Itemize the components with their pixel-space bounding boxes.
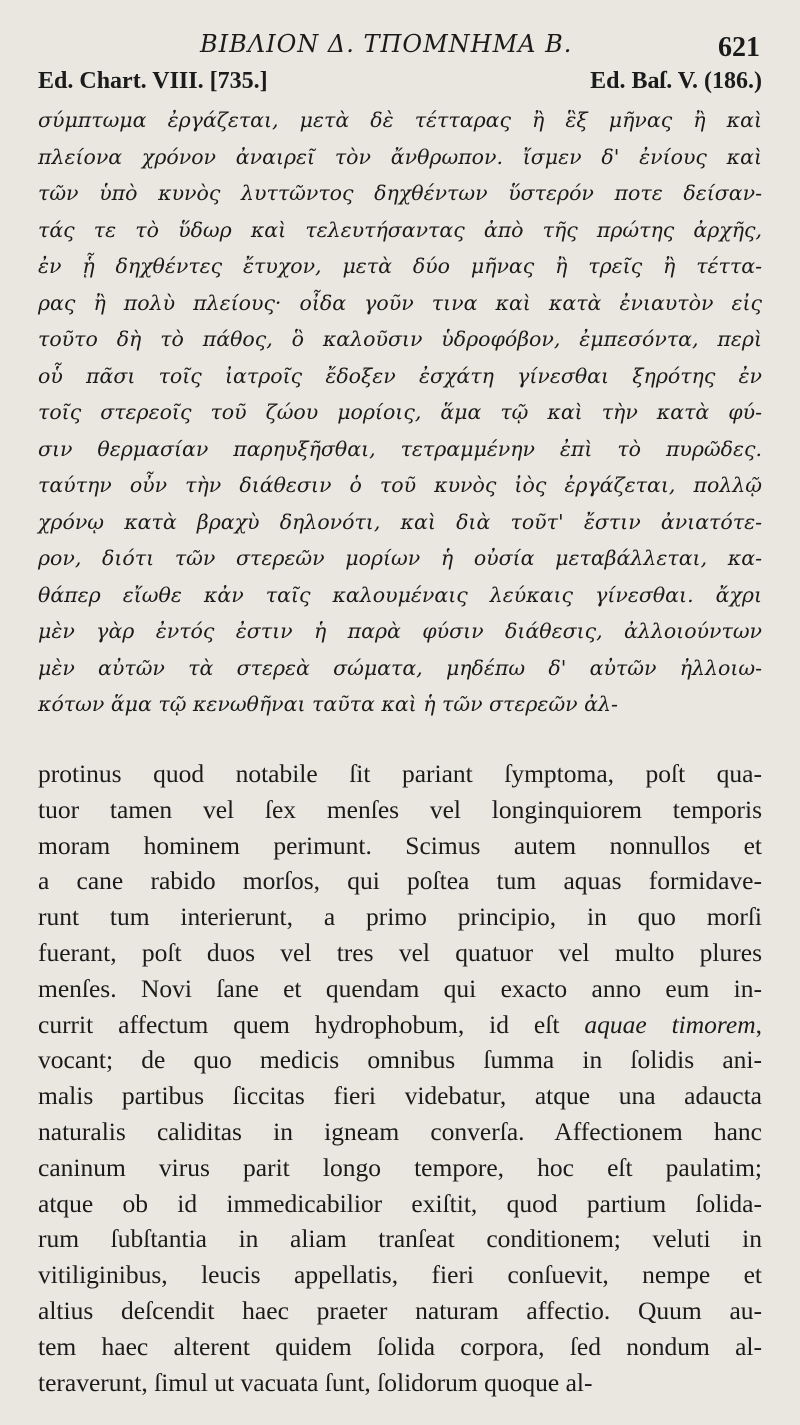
greek-text-line: μὲν γὰρ ἐντός ἐστιν ἡ παρὰ φύσιν διάθεσις, ἀλλοιούντων [38,619,762,643]
greek-text-line: μὲν αὐτῶν τὰ στερεὰ σώματα, μηδέπω δ' αὐτῶν ἠλλοιω- [38,655,762,680]
greek-text-line: θάπερ εἴωθε κἀν ταῖς καλουμέναις λεύκαις γίνεσθαι. ἄχρι [38,582,762,607]
latin-text-line: naturalis caliditas in igneam converſa. Affectionem hanc [38,1116,762,1146]
greek-text-line: τοῦτο δὴ τὸ πάθος, ὃ καλοῦσιν ὑδροφόβον, ἐμπεσόντα, περὶ [38,327,762,351]
greek-text-line: ἐν ᾗ δηχθέντες ἔτυχον, μετὰ δύο μῆνας ἢ τρεῖς ἢ τέττα- [38,254,762,278]
edition-chart-reference: Ed. Chart. VIII. [735.] [38,68,268,94]
greek-text-line: τοῖς στερεοῖς τοῦ ζώου μορίοις, ἅμα τῷ καὶ τὴν κατὰ φύ- [38,400,762,424]
latin-text-line: fuerant, poſt duos vel tres vel quatuor vel multo plures [38,937,762,967]
greek-text-line: τῶν ὑπὸ κυνὸς λυττῶντος δηχθέντων ὕστερόν ποτε δείσαν- [38,181,762,205]
latin-text-line: tuor tamen vel ſex menſes vel longinquiorem temporis [38,794,762,824]
latin-text-block [38,756,762,1400]
greek-text-block [38,102,762,723]
edition-basel-reference: Ed. Baſ. V. (186.) [590,68,762,94]
latin-text-line: protinus quod notabile ſit pariant ſymptoma, poſt qua- [38,759,762,788]
latin-text-line: atque ob id immedicabilior exiſtit, quod partium ſolida- [38,1188,762,1218]
greek-text-line: σιν θερμασίαν παρηυξῆσθαι, τετραμμένην ἐπὶ τὸ πυρῶδες. [38,436,762,461]
greek-text-line: ρον, διότι τῶν στερεῶν μορίων ἡ οὐσία μεταβάλλεται, κα- [38,546,762,570]
latin-text-line: vitiliginibus, leucis appellatis, fieri conſuevit, nempe et [38,1260,762,1290]
latin-text-line: tem haec alterent quidem ſolida corpora, ſed nondum al- [38,1331,762,1361]
latin-text-line: runt tum interierunt, a primo principio, in quo morſi [38,902,762,932]
edition-references [38,68,762,100]
greek-text-line: πλείονα χρόνον ἀναιρεῖ τὸν ἄνθρωπον. ἴσμεν δ' ἐνίους καὶ [38,144,762,169]
latin-text-line: caninum virus parit longo tempore, hoc eſt paulatim; [38,1152,762,1182]
latin-text-line: menſes. Novi ſane et quendam qui exacto anno eum in- [38,973,762,1003]
latin-text-line: malis partibus ſiccitas fieri videbatur, atque una adaucta [38,1081,762,1111]
page-number: 621 [718,32,760,63]
greek-text-line: ρας ἢ πολὺ πλείους· οἶδα γοῦν τινα καὶ κατὰ ἐνιαυτὸν εἰς [38,290,762,315]
greek-text-line: χρόνῳ κατὰ βραχὺ δηλονότι, καὶ διὰ τοῦτ' ἔστιν ἀνιατότε- [38,509,762,534]
latin-text-line: rum ſubſtantia in aliam tranſeat conditionem; veluti in [38,1224,762,1254]
greek-text-line: οὗ πᾶσι τοῖς ἰατροῖς ἔδοξεν ἐσχάτη γίνεσθαι ξηρότης ἐν [38,363,762,388]
greek-text-line: κότων ἅμα τῷ κενωθῆναι ταῦτα καὶ ἡ τῶν στερεῶν ἀλ- [38,692,618,716]
greek-text-line: ταύτην οὖν τὴν διάθεσιν ὁ τοῦ κυνὸς ἰὸς ἐργάζεται, πολλῷ [38,473,762,497]
latin-text-line: moram hominem perimunt. Scimus autem nonnullos et [38,830,762,860]
latin-text-line: currit affectum quem hydrophobum, id eſt aquae timorem, [38,1009,762,1039]
latin-text-line: altius deſcendit haec praeter naturam affectio. Quum au- [38,1295,762,1325]
latin-text-line: a cane rabido morſos, qui poſtea tum aquas formidave- [38,866,762,896]
latin-text-line: vocant; de quo medicis omnibus ſumma in ſolidis ani- [38,1045,762,1075]
latin-text-line: teraverunt, ſimul ut vacuata ſunt, ſolidorum quoque al- [38,1367,593,1397]
italic-gloss: aquae timorem [584,1009,756,1039]
page-header [0,24,800,64]
running-head: ΒΙΒΛΙΟΝ Δ. ΤΠΟΜΝΗΜΑ Β. [200,30,573,58]
greek-text-line: τάς τε τὸ ὕδωρ καὶ τελευτήσαντας ἀπὸ τῆς πρώτης ἀρχῆς, [38,217,762,242]
greek-text-line: σύμπτωμα ἐργάζεται, μετὰ δὲ τέτταρας ἢ ἓξ μῆνας ἢ καὶ [38,108,762,132]
